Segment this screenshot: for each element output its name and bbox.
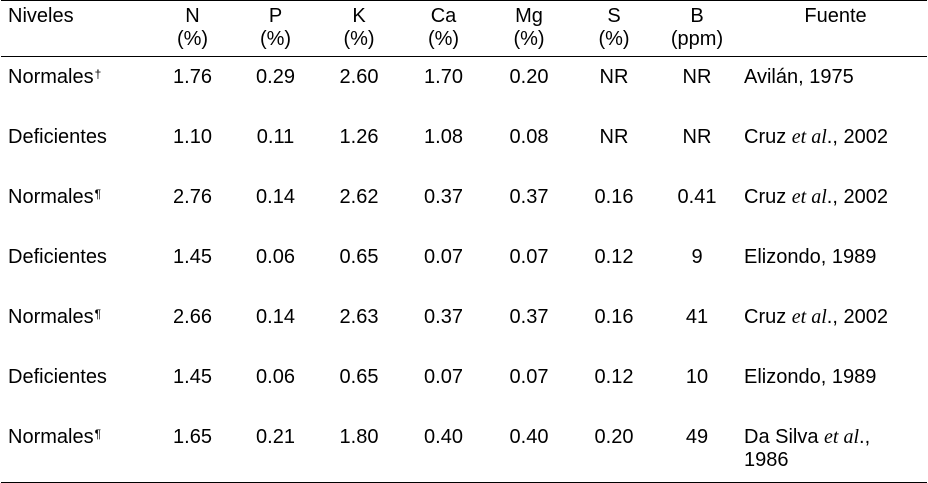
header-k-label: K xyxy=(352,5,366,27)
cell-mg: 0.40 xyxy=(486,417,572,483)
source-year: ., 2002 xyxy=(826,186,888,208)
cell-s: 0.16 xyxy=(594,306,634,328)
cell-n: 2.66 xyxy=(173,306,212,328)
level-text: Normales xyxy=(8,186,94,208)
header-n-unit: (%) xyxy=(176,28,209,50)
level-text: Normales xyxy=(8,426,94,448)
source-line-1 xyxy=(744,426,927,449)
cell-level xyxy=(1,57,151,118)
cell-p: 0.11 xyxy=(256,126,295,148)
level-text: Normales xyxy=(8,66,94,88)
source-text: Elizondo, 1989 xyxy=(744,246,877,268)
footnote-mark: † xyxy=(94,67,102,81)
source-punct: ., xyxy=(859,426,871,448)
cell-k: 0.65 xyxy=(339,366,379,388)
cell-b: 49 xyxy=(656,417,738,483)
source-et-al: et al xyxy=(791,126,827,148)
cell-level xyxy=(1,117,151,177)
header-p-label: P xyxy=(268,5,283,27)
cell-k: 2.60 xyxy=(339,66,379,88)
nutrient-levels-table xyxy=(1,0,927,483)
header-b-unit: (ppm) xyxy=(670,28,724,50)
cell-k: 2.63 xyxy=(339,306,379,328)
cell-source xyxy=(738,297,927,357)
cell-source xyxy=(738,417,927,483)
level-text: Deficientes xyxy=(8,366,107,388)
source-et-al: et al xyxy=(791,306,827,328)
cell-mg: 0.07 xyxy=(509,246,549,268)
header-mg xyxy=(486,1,572,57)
cell-k: 0.65 xyxy=(339,246,379,268)
cell-b: NR xyxy=(682,126,712,148)
header-fuente-label: Fuente xyxy=(804,5,867,27)
source-author: Da Silva xyxy=(744,426,825,448)
header-b xyxy=(656,1,738,57)
cell-ca: 0.07 xyxy=(424,366,463,388)
cell-p: 0.14 xyxy=(256,186,295,208)
source-author: Cruz xyxy=(744,306,792,328)
header-b-label: B xyxy=(690,5,704,27)
cell-level xyxy=(1,357,151,417)
source-year: ., 2002 xyxy=(826,126,888,148)
footnote-mark: ¶ xyxy=(94,307,102,321)
cell-source xyxy=(738,117,927,177)
cell-k: 1.26 xyxy=(339,126,379,148)
table-row xyxy=(1,357,927,417)
table-body xyxy=(1,57,927,483)
header-mg-label: Mg xyxy=(515,5,543,27)
cell-b: 0.41 xyxy=(677,186,717,208)
cell-s: 0.20 xyxy=(572,417,656,483)
cell-mg: 0.37 xyxy=(509,186,549,208)
header-niveles-label: Niveles xyxy=(8,5,74,27)
level-text: Deficientes xyxy=(8,126,107,148)
cell-s: NR xyxy=(599,66,629,88)
cell-n: 2.76 xyxy=(173,186,212,208)
level-text: Deficientes xyxy=(8,246,107,268)
cell-n: 1.10 xyxy=(173,126,212,148)
cell-b: 41 xyxy=(685,306,709,328)
header-p-unit: (%) xyxy=(259,28,292,50)
header-s xyxy=(572,1,656,57)
cell-p: 0.06 xyxy=(256,366,295,388)
source-text: Elizondo, 1989 xyxy=(744,366,877,388)
source-et-al: et al xyxy=(824,426,860,448)
source-et-al: et al xyxy=(791,186,827,208)
cell-ca: 1.08 xyxy=(424,126,463,148)
nutrient-table-container xyxy=(1,0,927,471)
header-k-unit: (%) xyxy=(343,28,375,50)
cell-level xyxy=(1,297,151,357)
header-s-label: S xyxy=(607,5,621,27)
table-row xyxy=(1,297,927,357)
header-mg-unit: (%) xyxy=(513,28,545,50)
header-fuente xyxy=(738,1,927,57)
cell-k: 1.80 xyxy=(317,417,401,483)
cell-ca: 1.70 xyxy=(424,66,463,88)
source-year: ., 2002 xyxy=(826,306,888,328)
cell-s: 0.16 xyxy=(594,186,634,208)
cell-ca: 0.40 xyxy=(401,417,486,483)
level-text: Normales xyxy=(8,306,94,328)
cell-mg: 0.07 xyxy=(509,366,549,388)
cell-p: 0.21 xyxy=(234,417,317,483)
cell-level xyxy=(1,417,151,483)
header-ca xyxy=(401,1,486,57)
cell-n: 1.76 xyxy=(173,66,212,88)
cell-source xyxy=(738,177,927,237)
cell-s: 0.12 xyxy=(594,246,634,268)
source-text: Avilán, 1975 xyxy=(744,66,854,88)
cell-b: NR xyxy=(682,66,712,88)
cell-s: 0.12 xyxy=(594,366,634,388)
cell-source xyxy=(738,57,927,118)
table-row xyxy=(1,117,927,177)
source-year: 1986 xyxy=(744,449,789,471)
header-n xyxy=(151,1,234,57)
cell-p: 0.06 xyxy=(256,246,295,268)
table-row xyxy=(1,417,927,483)
footnote-mark: ¶ xyxy=(94,187,102,201)
table-row xyxy=(1,57,927,118)
cell-n: 1.45 xyxy=(173,366,212,388)
header-niveles xyxy=(1,1,151,57)
header-n-label: N xyxy=(185,5,200,27)
cell-level xyxy=(1,237,151,297)
cell-n: 1.65 xyxy=(151,417,234,483)
header-p xyxy=(234,1,317,57)
footnote-mark: ¶ xyxy=(94,427,102,441)
cell-mg: 0.37 xyxy=(509,306,549,328)
header-k xyxy=(317,1,401,57)
cell-ca: 0.07 xyxy=(424,246,463,268)
cell-ca: 0.37 xyxy=(424,306,463,328)
table-row xyxy=(1,237,927,297)
cell-b: 10 xyxy=(685,366,709,388)
cell-s: NR xyxy=(599,126,629,148)
header-s-unit: (%) xyxy=(598,28,630,50)
cell-ca: 0.37 xyxy=(424,186,463,208)
cell-k: 2.62 xyxy=(339,186,379,208)
header-ca-unit: (%) xyxy=(427,28,460,50)
cell-n: 1.45 xyxy=(173,246,212,268)
source-author: Cruz xyxy=(744,186,792,208)
source-author: Cruz xyxy=(744,126,792,148)
table-row xyxy=(1,177,927,237)
header-ca-label: Ca xyxy=(430,5,457,27)
cell-p: 0.14 xyxy=(256,306,295,328)
header-row xyxy=(1,1,927,57)
cell-b: 9 xyxy=(691,246,703,268)
cell-source xyxy=(738,237,927,297)
cell-p: 0.29 xyxy=(256,66,295,88)
cell-level xyxy=(1,177,151,237)
cell-mg: 0.20 xyxy=(509,66,549,88)
cell-source xyxy=(738,357,927,417)
cell-mg: 0.08 xyxy=(509,126,549,148)
